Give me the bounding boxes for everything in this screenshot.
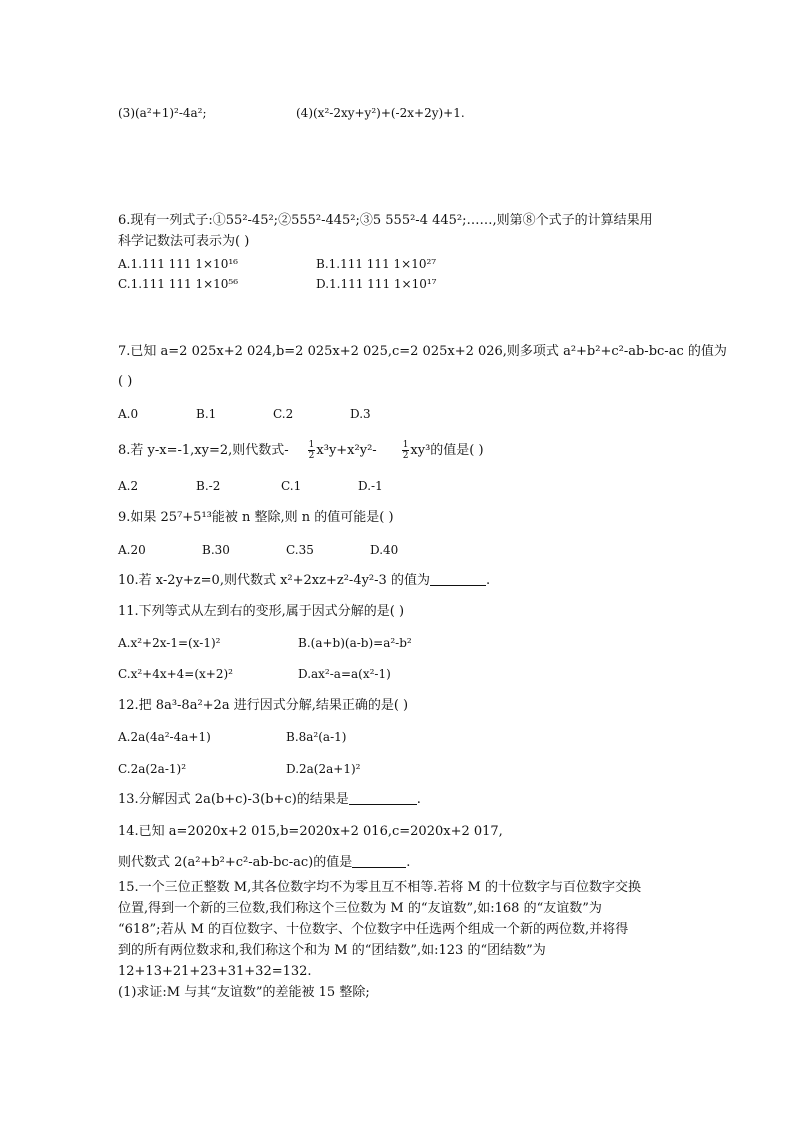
q14-line2 <box>118 855 410 872</box>
q7-choice-b: B.1 <box>196 407 217 421</box>
q8-mid: x³y+x²y²- <box>316 443 377 458</box>
q7-choice-d: D.3 <box>350 407 371 421</box>
q6-choice-d: D.1.111 111 1×10¹⁷ <box>316 277 437 291</box>
q8-post: xy³的值是( ) <box>410 443 484 458</box>
q14-tail: . <box>406 855 411 870</box>
q8-fraction-2: $\frac{1}{2}$ <box>402 440 409 461</box>
q15-line6: (1)求证:M 与其“友谊数”的差能被 15 整除; <box>118 985 370 1000</box>
q15-line1: 15.一个三位正整数 M,其各位数字均不为零且互不相等.若将 M 的十位数字与百位数字交换 <box>118 880 641 895</box>
q12-line1: 12.把 8a³-8a²+2a 进行因式分解,结果正确的是( ) <box>118 698 409 713</box>
q6-choice-a: A.1.111 111 1×10¹⁶ <box>118 257 238 271</box>
prev-part-4: (4)(x²-2xy+y²)+(-2x+2y)+1. <box>296 106 465 120</box>
q12-choice-b: B.8a²(a-1) <box>286 730 347 744</box>
q7-choice-a: A.0 <box>118 407 139 421</box>
q13-text: 13.分解因式 2a(b+c)-3(b+c)的结果是 <box>118 792 349 807</box>
q7-line1: 7.已知 a=2 025x+2 024,b=2 025x+2 025,c=2 025x+2 026,则多项式 a²+b²+c²-ab-bc-ac 的值为 <box>118 344 727 359</box>
q11-line1: 11.下列等式从左到右的变形,属于因式分解的是( ) <box>118 604 405 619</box>
q13-tail: . <box>416 792 421 807</box>
q8-line1 <box>118 440 484 461</box>
q8-choice-b: B.-2 <box>196 479 221 493</box>
q12-choice-a: A.2a(4a²-4a+1) <box>118 730 211 744</box>
q11-choice-a: A.x²+2x-1=(x-1)² <box>118 636 221 650</box>
q6-choice-b: B.1.111 111 1×10²⁷ <box>316 257 437 271</box>
q15-line5: 12+13+21+23+31+32=132. <box>118 964 312 979</box>
q8-pre: 8.若 y-x=-1,xy=2,则代数式- <box>118 443 289 458</box>
q10-line1 <box>118 573 490 590</box>
prev-part-3: (3)(a²+1)²-4a²; <box>118 106 207 120</box>
q15-line2: 位置,得到一个新的三位数,我们称这个三位数为 M 的“友谊数”,如:168 的“友谊数”为 <box>118 901 602 916</box>
q11-choice-c: C.x²+4x+4=(x+2)² <box>118 667 233 681</box>
q8-choice-a: A.2 <box>118 479 139 493</box>
q9-choice-b: B.30 <box>202 543 230 557</box>
q12-choice-c: C.2a(2a-1)² <box>118 762 187 776</box>
q9-line1: 9.如果 25⁷+5¹³能被 n 整除,则 n 的值可能是( ) <box>118 510 394 525</box>
q15-line3: “618”;若从 M 的百位数字、十位数字、个位数字中任选两个组成一个新的两位数,并将得 <box>118 922 629 937</box>
q8-fraction-1: $\frac{1}{2}$ <box>308 440 315 461</box>
q6-line2: 科学记数法可表示为( ) <box>118 234 250 249</box>
q6-choice-c: C.1.111 111 1×10⁵⁶ <box>118 277 239 291</box>
q15-line4: 到的所有两位数求和,我们称这个和为 M 的“团结数”,如:123 的“团结数”为 <box>118 943 546 958</box>
q11-choice-d: D.ax²-a=a(x²-1) <box>298 667 391 681</box>
q13-answer-blank[interactable] <box>349 792 417 805</box>
q8-choice-c: C.1 <box>281 479 302 493</box>
q6-line1: 6.现有一列式子:①55²-45²;②555²-445²;③5 555²-4 445²;……,则第⑧个式子的计算结果用 <box>118 213 653 228</box>
q14-line1: 14.已知 a=2020x+2 015,b=2020x+2 016,c=2020x+2 017, <box>118 824 503 839</box>
q7-choice-c: C.2 <box>273 407 294 421</box>
q11-choice-b: B.(a+b)(a-b)=a²-b² <box>298 636 412 650</box>
q14-text: 则代数式 2(a²+b²+c²-ab-bc-ac)的值是 <box>118 855 353 870</box>
q9-choice-c: C.35 <box>286 543 314 557</box>
q8-choice-d: D.-1 <box>358 479 383 493</box>
q7-line2: ( ) <box>118 374 133 389</box>
q14-answer-blank[interactable] <box>352 855 406 868</box>
q10-answer-blank[interactable] <box>430 573 486 586</box>
q9-choice-a: A.20 <box>118 543 146 557</box>
q10-text: 10.若 x-2y+z=0,则代数式 x²+2xz+z²-4y²-3 的值为 <box>118 573 430 588</box>
q12-choice-d: D.2a(2a+1)² <box>286 762 361 776</box>
q10-tail: . <box>485 573 491 588</box>
q9-choice-d: D.40 <box>370 543 399 557</box>
q13-line1 <box>118 792 421 809</box>
